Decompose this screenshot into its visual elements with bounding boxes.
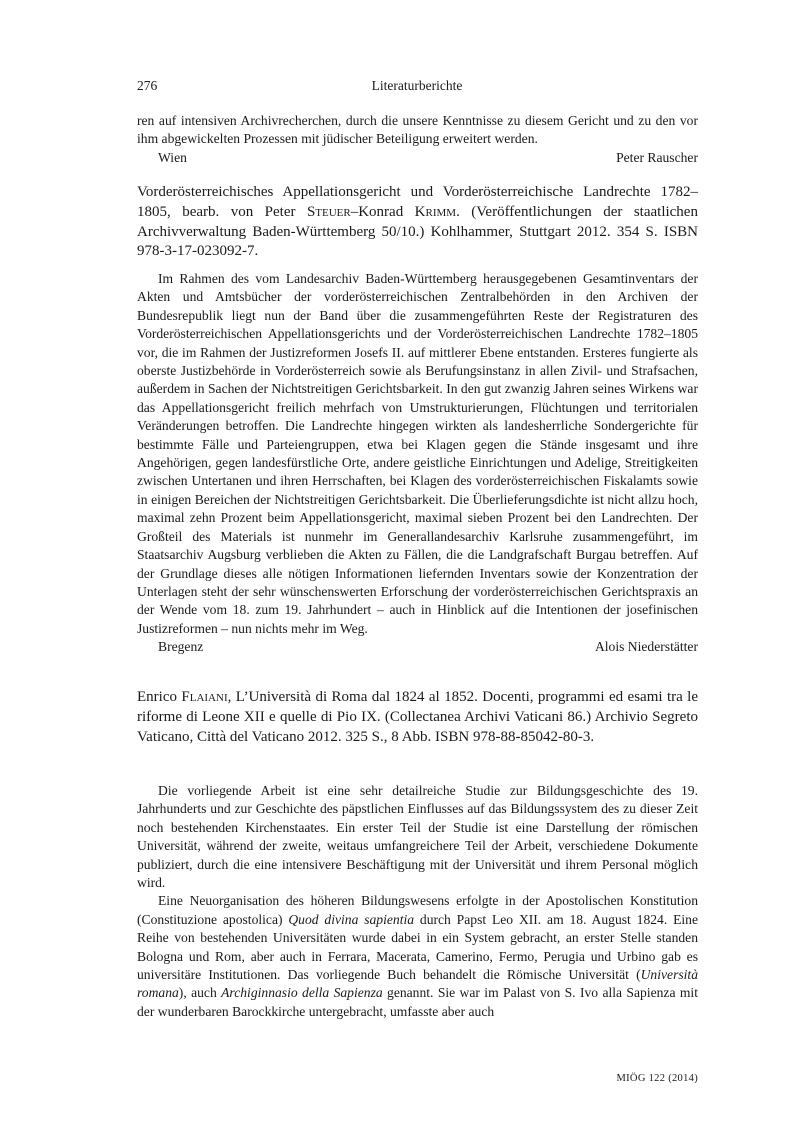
entry-text: , L’Università di Roma dal 1824 al 1852. Docenti, programmi ed esami tra le riforme di Leone XII e quelle di Pio IX. (Collectanea Archivi Vaticani 86.) Archivio Segreto Vaticano, Città del Vaticano 2012. 325 S., 8 Abb. ISBN 978-88-85042-80-3. [137, 689, 698, 745]
entry-text: –Konrad [350, 203, 415, 220]
running-title: Literaturberichte [371, 78, 463, 93]
bibliographic-entry [137, 183, 698, 262]
editor-surname: Steuer [306, 203, 351, 220]
review-signature [137, 638, 698, 656]
review-body-2 [137, 782, 698, 1021]
review-entry-2 [137, 688, 698, 747]
author-surname: Flaiani [181, 689, 228, 705]
italic-term: Archiginnasio della Sapienza [221, 985, 383, 1001]
entry-text: Vorderösterreichisches Appellationsgericht und Vorderösterreichische Landrechte 1782–1805, bearb. von Peter [137, 184, 698, 220]
continuation-paragraph: ren auf intensiven Archivrecherchen, durch die unsere Kenntnisse zu diesem Gericht und zu den vor ihm abgewickelten Prozessen mit jüdischer Beteiligung erweitert werden. [137, 113, 698, 147]
paragraph-text: ), auch [178, 985, 222, 1001]
page-header [137, 78, 697, 98]
review-entry-1 [137, 183, 698, 262]
previous-review-continuation [137, 112, 698, 167]
review-paragraph: Die vorliegende Arbeit ist eine sehr detailreiche Studie zur Bildungsgeschichte des 19. Jahrhunderts und zur Geschichte des päpstlichen Einflusses auf das Bildungssystem des zu dieser Zeit noch bestehenden Kirchenstaates. Ein erster Teil der Studie ist eine Darstellung der römischen Universität, während der zweite, weitaus umfangreichere Teil der Arbeit, verschiedene Dokumente publiziert, durch die eine intensivere Beschäftigung mit der Universität und ihrem Personal möglich wird. [137, 783, 698, 891]
page-number: 276 [137, 78, 158, 93]
entry-text: . (Veröffentlichungen der staatlichen Archivverwaltung Baden-Württemberg 50/10.) Kohlhammer, Stuttgart 2012. 354 S. ISBN 978-3-17-023092-7. [137, 203, 698, 260]
paragraph-text: genannt. Sie war im Palast von S. Ivo alla Sapienza mit der wunderbaren Barockkirche untergebracht, umfasste aber auch [137, 985, 698, 1019]
paragraph-text: Eine Neuorganisation des höheren Bildungswesens erfolgte in der Apostolischen Konstitution (Constituzione apostolica) [137, 893, 698, 927]
review-body-1 [137, 270, 698, 656]
reviewer-name: Alois Niederstätter [594, 639, 698, 655]
reviewer-place: Wien [158, 149, 187, 165]
entry-text: Enrico [137, 689, 182, 705]
italic-title: Quod divina sapientia [288, 911, 415, 927]
editor-surname: Krimm [414, 203, 457, 220]
bibliographic-entry [137, 688, 698, 747]
reviewer-place: Bregenz [158, 639, 204, 655]
review-signature [137, 149, 698, 167]
journal-footer: MIÖG 122 (2014) [616, 1073, 698, 1084]
reviewer-name: Peter Rauscher [616, 149, 698, 165]
italic-term: Università romana [137, 967, 698, 1001]
review-paragraph [137, 892, 698, 1021]
review-paragraph: Im Rahmen des vom Landesarchiv Baden-Württemberg herausgegebenen Gesamtinventars der Akten und Amtsbücher der vorderösterreichischen Zentralbehörden in den Archiven der Bundesrepublik liegt nun der Band über die zusammengeführten Reste der Registraturen des Vorderösterreichischen Appellationsgerichts und der Vorderösterreichischen Landrechte 1782–1805 vor, die im Rahmen der Justizreformen Josefs II. auf mittlerer Ebene entstanden. Ersteres fungierte als oberste Justizbehörde in Vorderösterreich sowie als Berufungsinstanz in allen Zivil- und Strafsachen, außerdem in Sachen der Nichtstreitigen Gerichtsbarkeit. In den gut zwanzig Jahren seines Wirkens war das Appellationsgericht freilich mehrfach von Umstrukturierungen, Flüchtungen und territorialen Veränderungen betroffen. Die Landrechte hingegen wirkten als landesherrliche Sondergerichte für bestimmte Fälle und Parteiengruppen, etwa bei Klagen gegen die Stände insgesamt und ihre Angehörigen, gegen landesfürstliche Orte, andere geistliche Einrichtungen und Adelige, Streitigkeiten zwischen Untertanen und ihren Herrschaften, bei Klagen des vorderösterreichischen Fiskalamts sowie in einigen Bereichen der Nichtstreitigen Gerichtsbarkeit. Die Überlieferungsdichte ist nicht allzu hoch, maximal zehn Prozent beim Appellationsgericht, maximal sieben Prozent bei den Landrechten. Der Großteil des Materials ist nunmehr im Generallandesarchiv Karlsruhe zusammengeführt, im Staatsarchiv Augsburg verblieben die Akten zu Fällen, die die Landgrafschaft Burgau betreffen. Auf der Grundlage dieses alle nötigen Informationen liefernden Inventars sowie der Konzentration der Unterlagen steht der sehr wünschenswerten Erforschung der vorderösterreichischen Gerichtspraxis an der Wende vom 18. zum 19. Jahrhundert – auch in Hinblick auf die Intentionen der josefinischen Justizreformen – nun nichts mehr im Weg. [137, 271, 698, 636]
paragraph-text: durch Papst Leo XII. am 18. August 1824. Eine Reihe von bestehenden Universitäten wurde dabei in ein System gebracht, an erster Stelle standen Bologna und Rom, aber auch in Ferrara, Macerata, Camerino, Fermo, Perugia und Urbino gab es universitäre Institutionen. Das vorliegende Buch behandelt die Römische Universität ( [137, 911, 698, 983]
